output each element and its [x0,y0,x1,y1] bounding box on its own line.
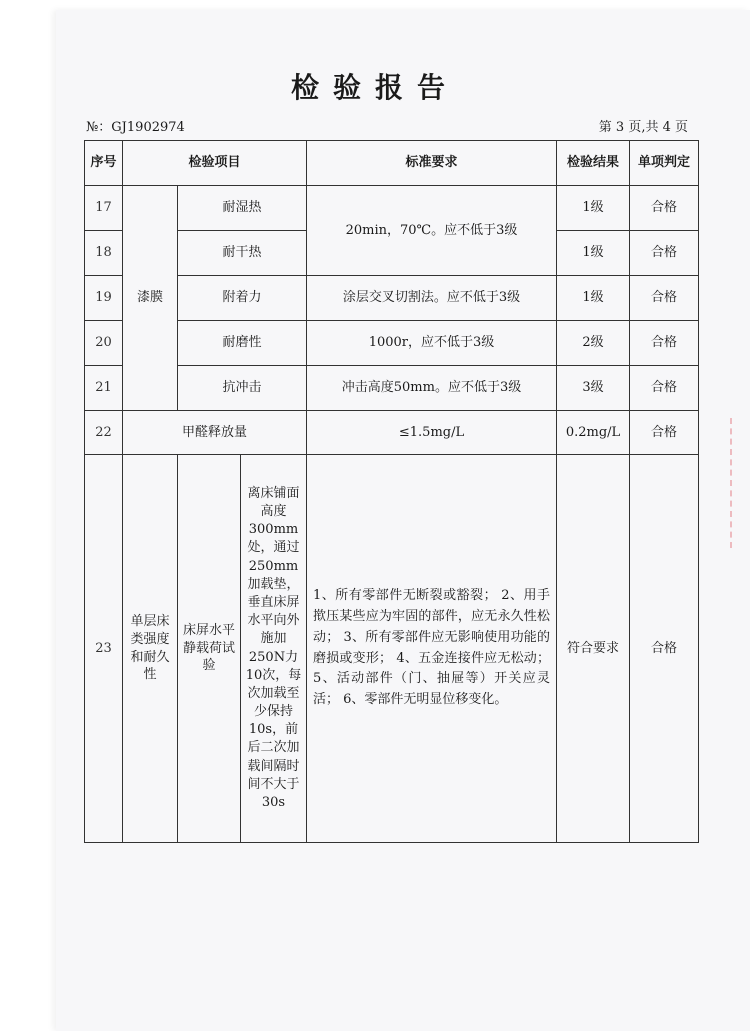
row-judgement: 合格 [630,231,699,276]
row-item: 甲醛释放量 [123,411,307,455]
row-result: 0.2mg/L [557,411,630,455]
header-standard: 标准要求 [307,141,557,186]
row-judgement: 合格 [630,276,699,321]
paint-group-label: 漆膜 [123,186,178,411]
row-item: 耐干热 [178,231,307,276]
row-judgement: 合格 [630,321,699,366]
row-judgement: 合格 [630,411,699,455]
table-row [85,455,699,843]
row-seq: 18 [85,231,123,276]
row-judgement: 合格 [630,366,699,411]
table-header-row [85,141,699,186]
table-row [85,321,699,366]
row-seq: 23 [85,455,123,843]
report-title: 检验报告 [290,71,459,104]
header-result: 检验结果 [557,141,630,186]
seal-edge-mark [730,418,744,548]
inspection-table [84,140,699,843]
header-seq: 序号 [85,141,123,186]
row-item: 抗冲击 [178,366,307,411]
row-standard: 20min，70℃。应不低于3级 [307,186,557,276]
row-test-condition: 离床铺面高度300mm处，通过250mm加载垫，垂直床屏水平向外施加250N力10次，每次加载至少保持10s，前后二次加载间隔时间不大于30s [241,455,307,843]
row-seq: 19 [85,276,123,321]
row-result: 1级 [557,231,630,276]
row-item: 耐磨性 [178,321,307,366]
row-standard: 冲击高度50mm。应不低于3级 [307,366,557,411]
row-standard: 涂层交叉切割法。应不低于3级 [307,276,557,321]
row-standard: ≤1.5mg/L [307,411,557,455]
row-seq: 21 [85,366,123,411]
row-judgement: 合格 [630,455,699,843]
row-result: 1级 [557,276,630,321]
row-result: 3级 [557,366,630,411]
row-result: 2级 [557,321,630,366]
row-category: 单层床类强度和耐久性 [123,455,178,843]
table-row [85,366,699,411]
row-standard: 1000r，应不低于3级 [307,321,557,366]
row-seq: 22 [85,411,123,455]
header-item: 检验项目 [123,141,307,186]
page-number: 第 3 页,共 4 页 [598,120,688,135]
row-result: 1级 [557,186,630,231]
table-row [85,276,699,321]
table-row [85,411,699,455]
row-standard: 1、所有零部件无断裂或豁裂； 2、用手揿压某些应为牢固的部件，应无永久性松动； 3、所有零部件应无影响使用功能的磨损或变形； 4、五金连接件应无松动； 5、活动部件（门、抽屉等）开关应灵活； 6、零部件无明显位移变化。 [307,455,557,843]
row-subitem: 床屏水平静载荷试验 [178,455,241,843]
row-seq: 20 [85,321,123,366]
table-row [85,186,699,231]
report-number: №：GJ1902974 [86,120,185,135]
row-seq: 17 [85,186,123,231]
row-item: 附着力 [178,276,307,321]
row-result: 符合要求 [557,455,630,843]
header-judgement: 单项判定 [630,141,699,186]
row-judgement: 合格 [630,186,699,231]
row-item: 耐湿热 [178,186,307,231]
